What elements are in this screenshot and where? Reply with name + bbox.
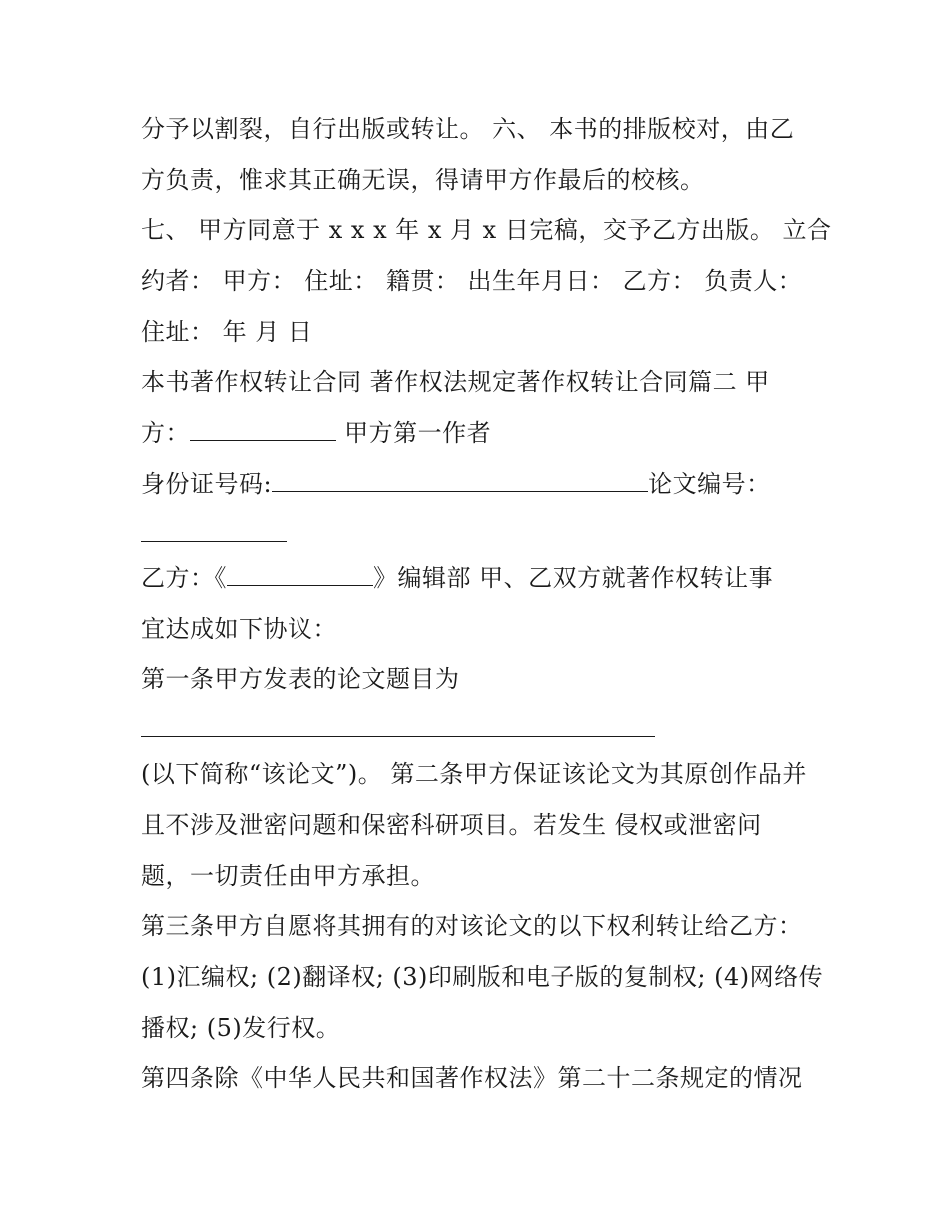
- text-line: 分予以割裂，自行出版或转让。 六、 本书的排版校对，由乙: [141, 115, 795, 143]
- text-line: (以下简称“该论文”)。 第二条甲方保证该论文为其原创作品并: [141, 760, 807, 788]
- text-line: 播权; (5)发行权。: [141, 1014, 341, 1042]
- text-segment: 身份证号码:: [141, 470, 273, 498]
- text-line: 第四条除《中华人民共和国著作权法》第二十二条规定的情况: [141, 1064, 803, 1092]
- id-number-line: [141, 469, 771, 499]
- text-line: (1)汇编权; (2)翻译权; (3)印刷版和电子版的复制权; (4)网络传: [141, 963, 824, 991]
- party-b-line: [141, 563, 773, 593]
- text-segment: 方：: [141, 419, 190, 447]
- fill-in-blank: [190, 418, 336, 441]
- text-line: 题，一切责任由甲方承担。: [141, 862, 435, 890]
- text-line: 宜达成如下协议：: [141, 615, 337, 643]
- text-line: 方负责，惟求其正确无误，得请甲方作最后的校核。: [141, 166, 705, 194]
- text-line: 七、 甲方同意于 x x x 年 x 月 x 日完稿，交予乙方出版。 立合: [141, 216, 832, 244]
- text-line: 第一条甲方发表的论文题目为: [141, 665, 460, 693]
- paper-number-line: [141, 519, 287, 549]
- text-line: 住址： 年 月 日: [141, 318, 313, 346]
- text-segment: 》编辑部 甲、乙双方就著作权转让事: [373, 564, 774, 592]
- paper-title-line: [141, 714, 655, 744]
- text-line: 本书著作权转让合同 著作权法规定著作权转让合同篇二 甲: [141, 368, 770, 396]
- party-a-line: [141, 418, 491, 448]
- fill-in-blank: [141, 519, 287, 542]
- fill-in-blank: [141, 714, 655, 737]
- fill-in-blank: [272, 469, 648, 492]
- fill-in-blank: [227, 563, 373, 586]
- text-line: 第三条甲方自愿将其拥有的对该论文的以下权利转让给乙方：: [141, 912, 803, 940]
- text-segment: 论文编号：: [648, 470, 771, 498]
- text-line: 且不涉及泄密问题和保密科研项目。若发生 侵权或泄密问: [141, 811, 762, 839]
- text-segment: 甲方第一作者: [336, 419, 492, 447]
- text-segment: 乙方：《: [141, 564, 227, 592]
- text-line: 约者： 甲方： 住址： 籍贯： 出生年月日： 乙方： 负责人：: [141, 267, 803, 295]
